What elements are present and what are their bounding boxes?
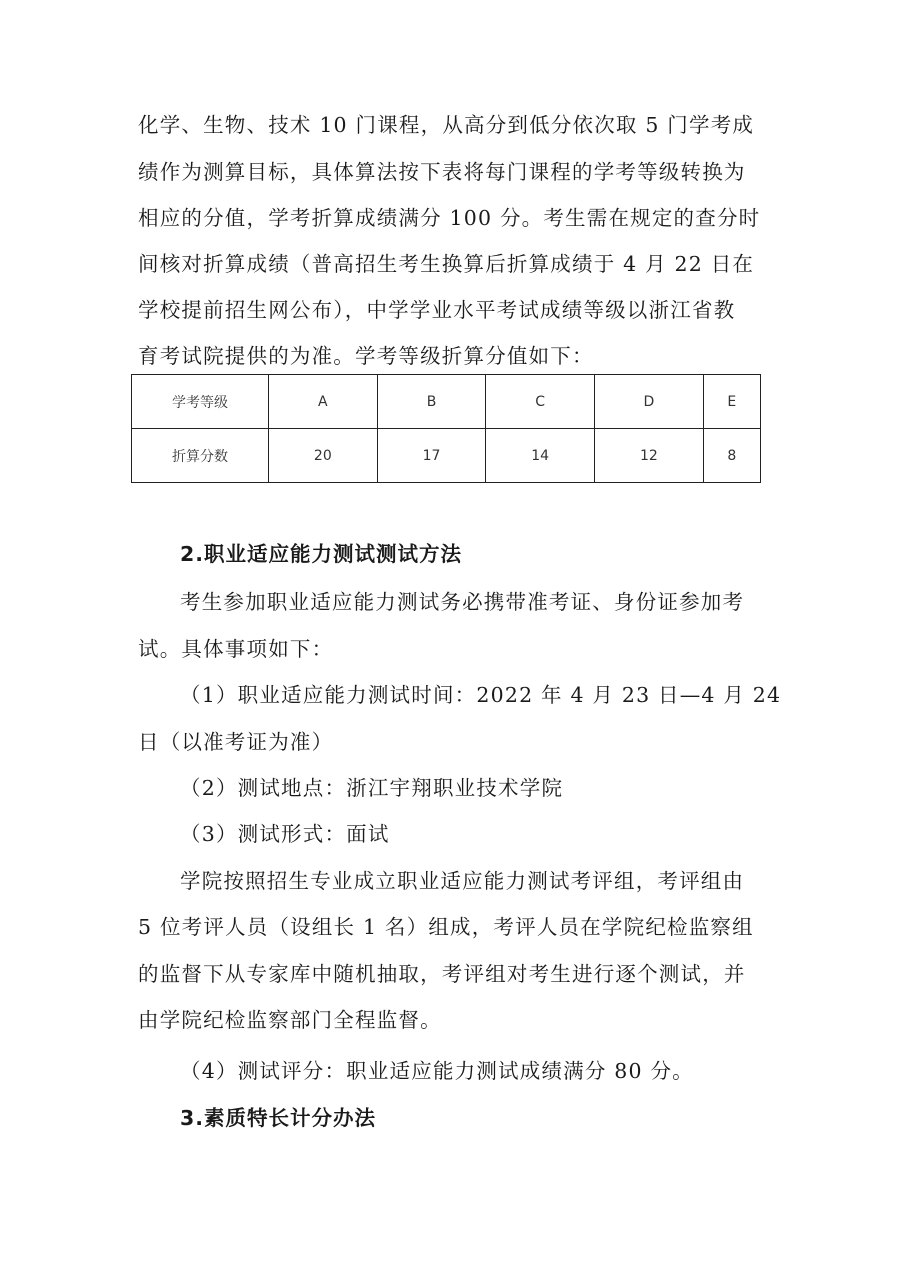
grade-cell: C xyxy=(486,375,595,429)
paragraph-line: 绩作为测算目标，具体算法按下表将每门课程的学考等级转换为 xyxy=(138,160,746,184)
grade-cell: E xyxy=(703,375,760,429)
paragraph-line: 育考试院提供的为准。学考等级折算分值如下： xyxy=(138,344,594,368)
paragraph-line: 化学、生物、技术 10 门课程，从高分到低分依次取 5 门学考成 xyxy=(138,113,755,137)
paragraph-line: 由学院纪检监察部门全程监督。 xyxy=(138,1008,442,1032)
list-item-time: （1）职业适应能力测试时间：2022 年 4 月 23 日—4 月 24 xyxy=(180,683,782,707)
grade-cell: A xyxy=(269,375,378,429)
list-item-time-cont: 日（以准考证为准） xyxy=(138,730,334,754)
section-heading-2: 2.职业适应能力测试测试方法 xyxy=(180,542,463,566)
list-item-scoring: （4）测试评分：职业适应能力测试成绩满分 80 分。 xyxy=(180,1059,694,1083)
paragraph-line: 相应的分值，学考折算成绩满分 100 分。考生需在规定的查分时 xyxy=(138,206,761,230)
table-row-grades xyxy=(132,375,761,429)
row-label-score: 折算分数 xyxy=(132,429,269,483)
score-cell: 8 xyxy=(703,429,760,483)
score-cell: 12 xyxy=(595,429,704,483)
list-item-location: （2）测试地点：浙江宇翔职业技术学院 xyxy=(180,776,564,800)
section-heading-3: 3.素质特长计分办法 xyxy=(180,1106,377,1130)
paragraph-line: 学院按照招生专业成立职业适应能力测试考评组，考评组由 xyxy=(180,869,745,893)
paragraph-line: 的监督下从专家库中随机抽取，考评组对考生进行逐个测试，并 xyxy=(138,962,746,986)
score-cell: 17 xyxy=(377,429,486,483)
paragraph-line: 考生参加职业适应能力测试务必携带准考证、身份证参加考 xyxy=(180,590,745,614)
row-label-grade: 学考等级 xyxy=(132,375,269,429)
score-cell: 20 xyxy=(269,429,378,483)
list-item-format: （3）测试形式：面试 xyxy=(180,822,390,846)
grade-cell: B xyxy=(377,375,486,429)
paragraph-line: 学校提前招生网公布），中学学业水平考试成绩等级以浙江省教 xyxy=(138,298,736,322)
grade-cell: D xyxy=(595,375,704,429)
grade-conversion-table xyxy=(131,374,761,483)
table-row-scores xyxy=(132,429,761,483)
paragraph-line: 间核对折算成绩（普高招生考生换算后折算成绩于 4 月 22 日在 xyxy=(138,252,755,276)
paragraph-line: 试。具体事项如下： xyxy=(138,637,334,661)
paragraph-line: 5 位考评人员（设组长 1 名）组成，考评人员在学院纪检监察组 xyxy=(138,915,754,939)
score-cell: 14 xyxy=(486,429,595,483)
